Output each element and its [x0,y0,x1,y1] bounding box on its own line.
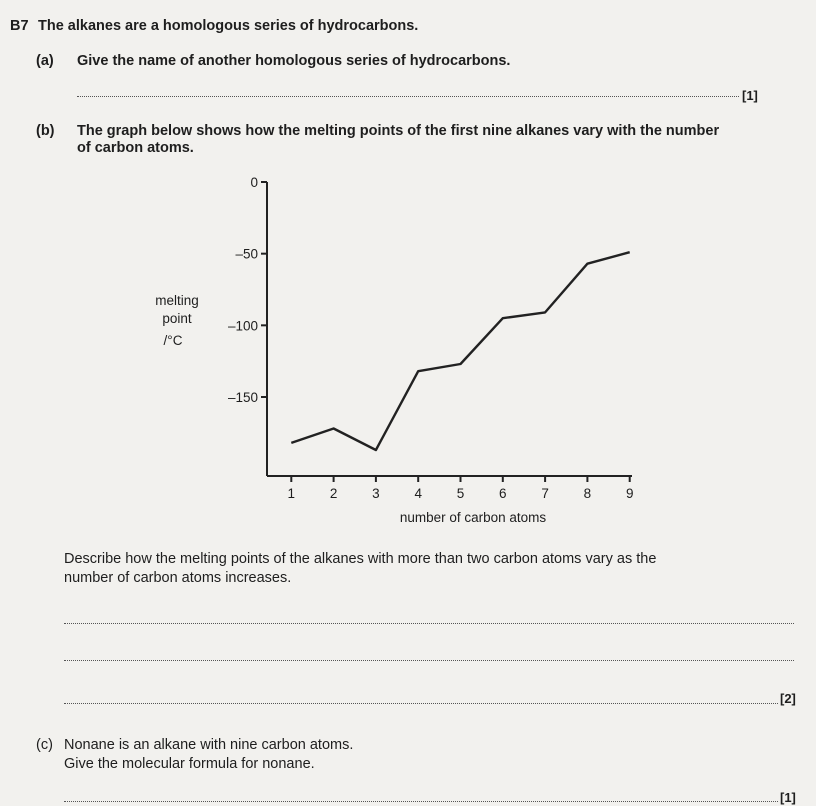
question-intro: The alkanes are a homologous series of hydrocarbons. [38,18,419,34]
y-axis-ticks [228,175,267,405]
y-tick-label: –100 [227,318,258,334]
x-tick-label: 6 [499,486,507,501]
x-tick-label: 9 [625,486,634,501]
part-c-answer-line[interactable] [64,801,778,802]
question-number: B7 [10,18,29,34]
part-b-text-line1: The graph below shows how the melting points of the first nine alkanes vary with the number [77,123,720,139]
part-b-text-line2: of carbon atoms. [77,140,194,156]
series-line [291,252,629,450]
part-b-prompt-line1: Describe how the melting points of the alkanes with more than two carbon atoms vary as the [64,551,657,567]
x-tick-label: 5 [456,486,465,501]
x-tick-label: 2 [329,486,338,501]
y-tick-label: –150 [227,390,258,405]
part-b-label: (b) [36,123,55,139]
part-c-label: (c) [36,737,53,753]
part-c-marks: [1] [780,790,796,805]
y-tick-label: 0 [250,175,258,190]
part-a-marks: [1] [742,88,758,103]
part-b-marks: [2] [780,691,796,706]
part-b-answer-line-1[interactable] [64,623,794,624]
x-tick-label: 4 [414,486,422,501]
y-axis-label-line: melting [155,293,199,308]
part-b-answer-line-3[interactable] [64,703,778,704]
part-a-label: (a) [36,53,54,69]
part-b-answer-line-2[interactable] [64,660,794,661]
part-c-text-line2: Give the molecular formula for nonane. [64,756,315,772]
y-axis-label [155,293,199,348]
x-axis-label: number of carbon atoms [399,510,547,525]
x-tick-label: 3 [372,486,380,501]
x-axis-ticks [288,476,634,501]
x-tick-label: 8 [583,486,592,501]
y-axis-label-line: point [162,311,192,326]
x-tick-label: 7 [541,486,549,501]
y-axis-label-line: /°C [163,333,183,348]
x-tick-label: 1 [287,486,296,501]
part-a-text: Give the name of another homologous series of hydrocarbons. [77,53,511,69]
y-tick-label: –50 [235,246,258,262]
part-b-prompt-line2: number of carbon atoms increases. [64,570,292,586]
part-c-text-line1: Nonane is an alkane with nine carbon atoms. [64,737,354,753]
